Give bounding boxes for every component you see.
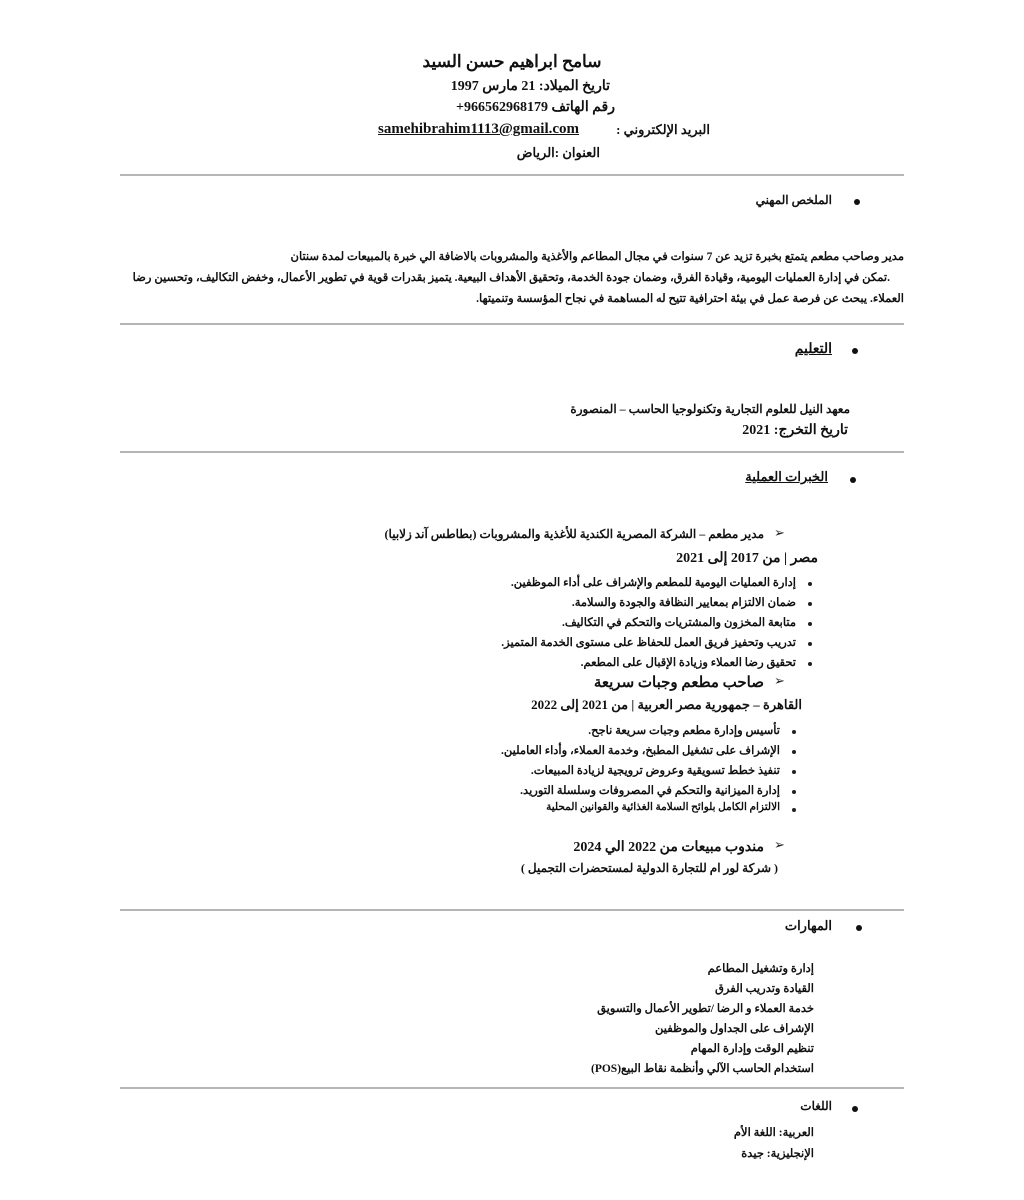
address: العنوان :الرياض (516, 145, 600, 160)
job-role: صاحب مطعم وجبات سريعة (593, 675, 764, 691)
birth-date: تاريخ الميلاد: 21 مارس 1997 (450, 79, 610, 94)
divider (120, 1087, 904, 1089)
list-bullet (808, 662, 812, 666)
list-bullet (792, 730, 796, 734)
skill-item: خدمة العملاء و الرضا /تطوير الأعمال والتسويق (597, 1003, 814, 1015)
job-task: متابعة المخزون والمشتريات والتحكم في التكاليف. (561, 617, 796, 629)
education-institute: معهد النيل للعلوم التجارية وتكنولوجيا الحاسب – المنصورة (570, 402, 850, 416)
list-bullet (808, 602, 812, 606)
graduation-date: تاريخ التخرج: 2021 (742, 423, 848, 438)
languages-title: اللغات (800, 1099, 832, 1113)
experience-title: الخبرات العملية (745, 469, 828, 484)
email-label: البريد الإلكتروني : (616, 122, 710, 137)
job-role: مندوب مبيعات من 2022 الي 2024 (573, 840, 764, 855)
list-bullet (808, 642, 812, 646)
divider (120, 323, 904, 325)
list-bullet (808, 582, 812, 586)
arrow-icon: ➢ (774, 838, 785, 853)
section-bullet (852, 348, 858, 354)
arrow-icon: ➢ (774, 526, 785, 541)
job-task: إدارة الميزانية والتحكم في المصروفات وسلسلة التوريد. (520, 785, 780, 797)
language-item: الإنجليزية: جيدة (741, 1148, 814, 1160)
job-role: مدير مطعم – الشركة المصرية الكندية للأغذية والمشروبات (بطاطس آند زلابيا) (384, 527, 764, 541)
summary-title: الملخص المهني (755, 193, 832, 207)
arrow-icon: ➢ (774, 674, 785, 689)
education-title: التعليم (794, 342, 832, 357)
section-bullet (852, 1106, 858, 1112)
job-meta: ( شركة لور ام للتجارة الدولية لمستحضرات التجميل ) (520, 861, 778, 875)
job-task: الالتزام الكامل بلوائح السلامة الغذائية والقوانين المحلية (546, 802, 780, 813)
divider (120, 174, 904, 176)
job-task: تأسيس وإدارة مطعم وجبات سريعة ناجح. (588, 725, 780, 737)
language-item: العربية: اللغة الأم (733, 1127, 814, 1139)
summary-line-1: مدير وصاحب مطعم يتمتع بخبرة تزيد عن 7 سنوات في مجال المطاعم والأغذية والمشروبات بالاضافة الي خبرة بالمبيعات لمدة سنتان (290, 251, 904, 263)
list-bullet (808, 622, 812, 626)
skill-item: القيادة وتدريب الفرق (714, 983, 814, 995)
list-bullet (792, 808, 796, 812)
summary-line-2: .تمكن في إدارة العمليات اليومية، وقيادة الفرق، وضمان جودة الخدمة، وتحقيق الأهداف البيعية. يتميز بقدرات قوية في تطوير الأعمال، وخفض التكاليف، وتحسين رضا (132, 272, 890, 284)
job-task: تحقيق رضا العملاء وزيادة الإقبال على المطعم. (580, 657, 796, 669)
list-bullet (792, 750, 796, 754)
list-bullet (792, 790, 796, 794)
list-bullet (792, 770, 796, 774)
skill-item: الإشراف على الجداول والموظفين (654, 1023, 814, 1035)
section-bullet (850, 477, 856, 483)
job-meta: مصر | من 2017 إلى 2021 (676, 551, 818, 566)
phone-number: رقم الهاتف 966562968179+ (455, 100, 615, 115)
skill-item: تنظيم الوقت وإدارة المهام (690, 1043, 814, 1055)
skill-item: استخدام الحاسب الآلي وأنظمة نقاط البيع(POS) (590, 1063, 814, 1075)
section-bullet (856, 925, 862, 931)
job-task: تدريب وتحفيز فريق العمل للحفاظ على مستوى الخدمة المتميز. (501, 637, 796, 649)
job-meta: القاهرة – جمهورية مصر العربية | من 2021 إلى 2022 (531, 697, 802, 712)
email-link[interactable]: samehibrahim1113@gmail.com (378, 121, 580, 137)
job-task: تنفيذ خطط تسويقية وعروض ترويجية لزيادة المبيعات. (530, 765, 780, 777)
divider (120, 451, 904, 453)
job-task: الإشراف على تشغيل المطبخ، وخدمة العملاء، وأداء العاملين. (501, 745, 780, 757)
section-bullet (854, 199, 860, 205)
job-task: ضمان الالتزام بمعايير النظافة والجودة والسلامة. (571, 597, 796, 609)
job-task: إدارة العمليات اليومية للمطعم والإشراف على أداء الموظفين. (510, 577, 796, 589)
skill-item: إدارة وتشغيل المطاعم (707, 963, 814, 975)
divider (120, 909, 904, 911)
skills-title: المهارات (784, 918, 832, 933)
candidate-name: سامح ابراهيم حسن السيد (422, 52, 602, 71)
summary-line-3: العملاء. يبحث عن فرصة عمل في بيئة احترافية تتيح له المساهمة في نجاح المؤسسة وتنميتها. (476, 293, 904, 305)
